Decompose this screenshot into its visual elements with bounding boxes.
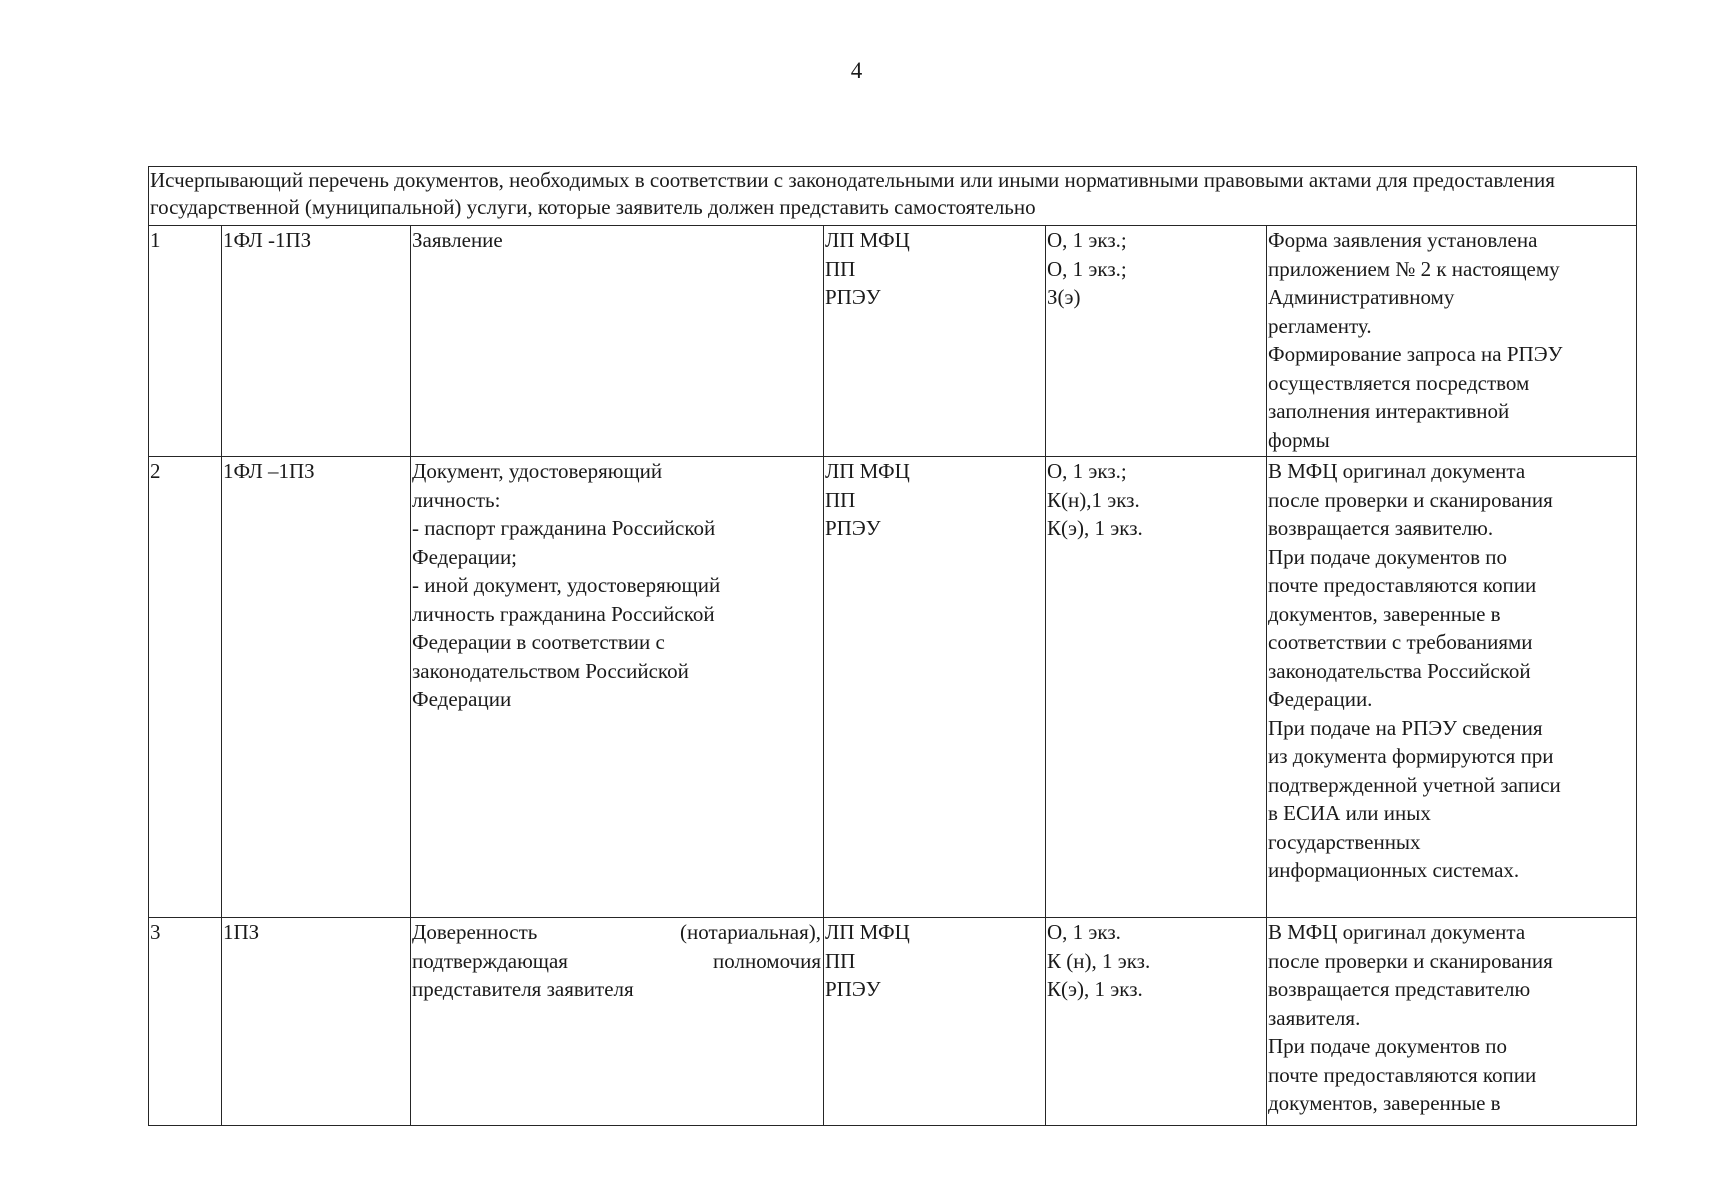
note-line: осуществляется посредством bbox=[1268, 370, 1530, 395]
document-notes bbox=[1267, 918, 1637, 1126]
note-line: почте предоставляются копии bbox=[1268, 573, 1537, 597]
document-notes bbox=[1267, 457, 1637, 918]
note-line: формы bbox=[1268, 427, 1330, 452]
note-line: возвращается представителю bbox=[1268, 977, 1531, 1001]
note-line: после проверки и сканирования bbox=[1268, 487, 1553, 512]
requirement-item: К (н), 1 экз. bbox=[1047, 948, 1151, 973]
channel-item: РПЭУ bbox=[825, 285, 881, 309]
channel-item: ПП bbox=[825, 487, 856, 512]
channel-item: ПП bbox=[825, 948, 856, 973]
requirement-item: О, 1 экз.; bbox=[1047, 228, 1127, 252]
document-name bbox=[411, 226, 824, 457]
requirement-item: О, 1 экз.; bbox=[1047, 256, 1127, 281]
note-line: При подаче документов по bbox=[1268, 544, 1508, 569]
note-line: В МФЦ оригинал документа bbox=[1268, 920, 1526, 944]
note-line: соответствии с требованиями bbox=[1268, 630, 1533, 654]
document-name-line: личность гражданина Российской bbox=[412, 601, 715, 626]
note-line: документов, заверенные в bbox=[1268, 601, 1501, 626]
note-line: возвращается заявителю. bbox=[1268, 516, 1494, 540]
submission-channels bbox=[824, 918, 1046, 1126]
document-name-line: Федерации; bbox=[412, 544, 518, 569]
section-header: Исчерпывающий перечень документов, необходимых в соответствии с законодательными или иными нормативными правовыми актами для предоставления государственной (муниципальной) услуги, которые заявитель должен представить самостоятельно bbox=[149, 167, 1637, 226]
note-line: При подаче документов по bbox=[1268, 1034, 1508, 1058]
note-line: приложением № 2 к настоящему bbox=[1268, 256, 1560, 281]
document-name-line: Документ, удостоверяющий bbox=[412, 459, 663, 483]
note-line: регламенту. bbox=[1268, 313, 1372, 338]
document-name-line: - паспорт гражданина Российской bbox=[412, 516, 716, 540]
document-code: 1ФЛ -1ПЗ bbox=[222, 226, 411, 457]
channel-item: ЛП МФЦ bbox=[825, 920, 910, 944]
document-notes bbox=[1267, 226, 1637, 457]
channel-item: ПП bbox=[825, 256, 856, 281]
channel-item: ЛП МФЦ bbox=[825, 228, 910, 252]
channel-item: ЛП МФЦ bbox=[825, 459, 910, 483]
requirement-item: К(э), 1 экз. bbox=[1047, 516, 1143, 540]
document-code: 1ФЛ –1ПЗ bbox=[222, 457, 411, 918]
note-line: При подаче на РПЭУ сведения bbox=[1268, 715, 1543, 740]
note-line: подтвержденной учетной записи bbox=[1268, 772, 1561, 797]
note-line: Формирование запроса на РПЭУ bbox=[1268, 342, 1563, 366]
document-name-line: подтверждающая полномочия bbox=[412, 948, 821, 973]
note-line: заполнения интерактивной bbox=[1268, 399, 1510, 423]
row-number: 1 bbox=[149, 226, 222, 457]
note-line: законодательства Российской bbox=[1268, 658, 1531, 683]
table-row bbox=[149, 457, 1637, 918]
note-line: Форма заявления установлена bbox=[1268, 228, 1538, 252]
note-line: документов, заверенные в bbox=[1268, 1091, 1501, 1115]
table-header-row bbox=[149, 167, 1637, 226]
document-name-line: личность: bbox=[412, 487, 501, 512]
document-name-line: Федерации bbox=[412, 687, 512, 711]
note-line: Административному bbox=[1268, 285, 1455, 309]
submission-channels bbox=[824, 457, 1046, 918]
requirement-item: К(н),1 экз. bbox=[1047, 487, 1140, 512]
document-name bbox=[411, 457, 824, 918]
row-number: 3 bbox=[149, 918, 222, 1126]
note-line: в ЕСИА или иных bbox=[1268, 801, 1431, 825]
note-line: из документа формируются при bbox=[1268, 744, 1554, 768]
document-name-line: Федерации в соответствии с bbox=[412, 630, 665, 654]
document-name-line: представителя заявителя bbox=[412, 977, 634, 1001]
row-number: 2 bbox=[149, 457, 222, 918]
note-line: Федерации. bbox=[1268, 687, 1373, 711]
requirement-item: О, 1 экз.; bbox=[1047, 459, 1127, 483]
channel-item: РПЭУ bbox=[825, 977, 881, 1001]
channel-item: РПЭУ bbox=[825, 516, 881, 540]
document-name-line: - иной документ, удостоверяющий bbox=[412, 573, 721, 597]
note-line: информационных системах. bbox=[1268, 858, 1520, 882]
note-line: государственных bbox=[1268, 829, 1421, 854]
requirement-item: О, 1 экз. bbox=[1047, 920, 1121, 944]
documents-table bbox=[148, 166, 1637, 1126]
table-row bbox=[149, 226, 1637, 457]
submission-channels bbox=[824, 226, 1046, 457]
document-code: 1ПЗ bbox=[222, 918, 411, 1126]
document-name-line: Доверенность (нотариальная), bbox=[412, 920, 821, 944]
requirement-item: К(э), 1 экз. bbox=[1047, 977, 1143, 1001]
requirement-item: З(э) bbox=[1047, 285, 1081, 309]
document-name bbox=[411, 918, 824, 1126]
document-requirements bbox=[1046, 918, 1267, 1126]
document-requirements bbox=[1046, 226, 1267, 457]
note-line: почте предоставляются копии bbox=[1268, 1062, 1537, 1087]
note-line: заявителя. bbox=[1268, 1005, 1361, 1030]
page-number: 4 bbox=[850, 58, 863, 83]
note-line: В МФЦ оригинал документа bbox=[1268, 459, 1526, 483]
document-requirements bbox=[1046, 457, 1267, 918]
document-name-line: законодательством Российской bbox=[412, 658, 689, 683]
note-line: после проверки и сканирования bbox=[1268, 948, 1553, 973]
table-row bbox=[149, 918, 1637, 1126]
document-name-line: Заявление bbox=[412, 228, 503, 252]
